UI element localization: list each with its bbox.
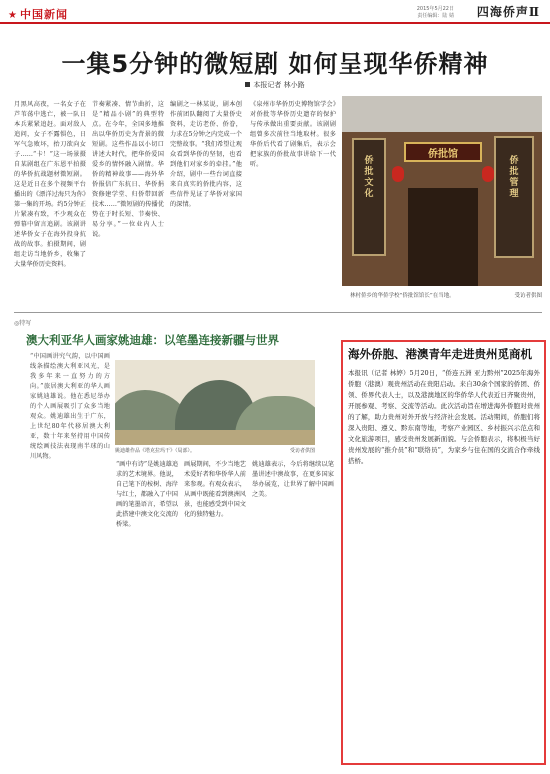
article-column-3: 编剧之一林某说，剧本创作前团队翻阅了大量侨史资料，走访老侨、侨眷，力求在5分钟之内完成一个完整故事。“我们希望让观众看到华侨的坚韧，也看到他们对家乡的牵挂。”他介绍，剧中一些台词直接来自真实的侨批内容，这些信件见证了华侨对家国的深情。 [170,101,242,208]
star-icon: ★ [8,10,18,21]
article-column-4: 《泉州市华侨历史博物馆学会》对侨批等华侨历史遗存的保护与传承做出重要贡献。该剧剧组曾多次前往当地取材。很多华侨后代看了剧集后，表示会把家族的侨批故事讲给下一代听。 [250,101,336,168]
photo-caption: 林村侨乡的华侨学校“侨批馆馆长”在当地。 受访者供图 [350,293,542,299]
section-name: 四海侨声Ⅱ [476,5,540,19]
article-column-1: 月黑风高夜，一名女子在芦苇荡中逃亡，被一队日本兵紧紧追赶。面对敌人追问，女子不露惧色，日军气急败坏，抬刀欲向女子……“卡！”这一场景摄自某剧组在广东恩平拍摄的华侨抗战题材微短剧。这是近日在多个视频平台播出的《漂洋过海只为你》第一集的开场。约5分钟正片紧凑有致，不少观众在弹幕中留言追剧。该剧讲述华侨女子在海外投身抗战的故事。拍摄期间，剧组走访当地侨乡，收集了大量华侨历史资料。 [14,101,86,268]
article-photo: 侨批文化 侨批馆 侨批管理 [342,96,542,286]
section-divider [14,312,542,313]
newspaper-logo: ★ 中国新闻 [8,8,68,21]
feature-tag: ◎特写 [14,320,32,327]
dateline: 2015年5月22日 责任编辑：陆 婧 [416,6,454,19]
article-column-2: 节奏紧凑、情节曲折，这是“精品小剧”的典型特点。在今年，全国多地推出以华侨历史为背景的微短剧。这些作品以小切口讲述大时代，把华侨爱国爱乡的情怀融入剧情。华侨的精神故事——海外华侨报信广东抗日、华侨捐资修建学堂、归侨带回新技术……“微短剧的传播优势在于时长短、节奏快、易分享。”一位业内人士说。 [92,101,164,238]
page-title: 一集5分钟的微短剧 如何呈现华侨精神 [61,50,489,78]
highlighted-article-title: 海外侨胞、港澳青年走进贵州觅商机 [348,347,532,361]
lantern-icon [482,166,494,182]
byline: 本报记者 林小路 [0,80,550,90]
highlighted-article-body: 本报讯（记者 林婷）5月20日，“侨连五洲 亚力黔州”2025年海外侨胞（港澳）观贵州活动在贵阳启动。来自30余个国家的侨团、侨领、侨界代表人士，以及港澳地区的华侨华人代表近日齐聚贵州，开展参观、考察、交流等活动。此次活动旨在增进海外侨胞对贵州的了解，助力贵州对外开放与经济社会发展。活动期间，侨胞们将深入贵阳、遵义、黔东南等地，考察产业园区、乡村振兴示范点和文化旅游项目，感受贵州发展新面貌。与会侨胞表示，将积极当好贵州发展的“推介员”和“联络员”，为家乡与住在国的交流合作牵线搭桥。 [348,369,540,465]
lantern-icon [392,166,404,182]
masthead [0,0,550,40]
feature-column-2: “画中有诗”是姚迪雄追求的艺术境界。他说，自己笔下的桉树、海岸与红土，都融入了中国画的笔墨语言，希望以此搭建中澳文化交流的桥梁。 [116,461,178,528]
painting-image [115,360,315,445]
painting-caption: 姚迪雄作品《塔克拉玛干》（局部）。 受访者供图 [115,448,315,454]
square-icon [245,82,250,87]
feature-title: 澳大利亚华人画家姚迪雄：以笔墨连接新疆与世界 [26,333,279,347]
feature-column-3: 画展期间，不少当地艺术爱好者和华侨华人前来参观。有观众表示，从画中既能看到澳洲风景，也能感受到中国文化的独特魅力。 [184,461,246,518]
feature-column-4: 姚迪雄表示，今后将继续以笔墨讲述中澳故事，在更多国家举办展览，让世界了解中国画之美。 [252,461,334,498]
masthead-rule [0,22,550,24]
door [408,188,478,286]
feature-column-1: “中国画讲究气韵，以中国画线条描绘澳大利亚风光，是我多年来一直努力的方向。”旅居澳大利亚的华人画家姚迪雄说。他在悉尼举办的个人画展吸引了众多当地观众。姚迪雄出生于广东，上世纪80年代移居澳大利亚，数十年来坚持用中国传统绘画技法表现南半球的山川风物。 [30,353,110,460]
